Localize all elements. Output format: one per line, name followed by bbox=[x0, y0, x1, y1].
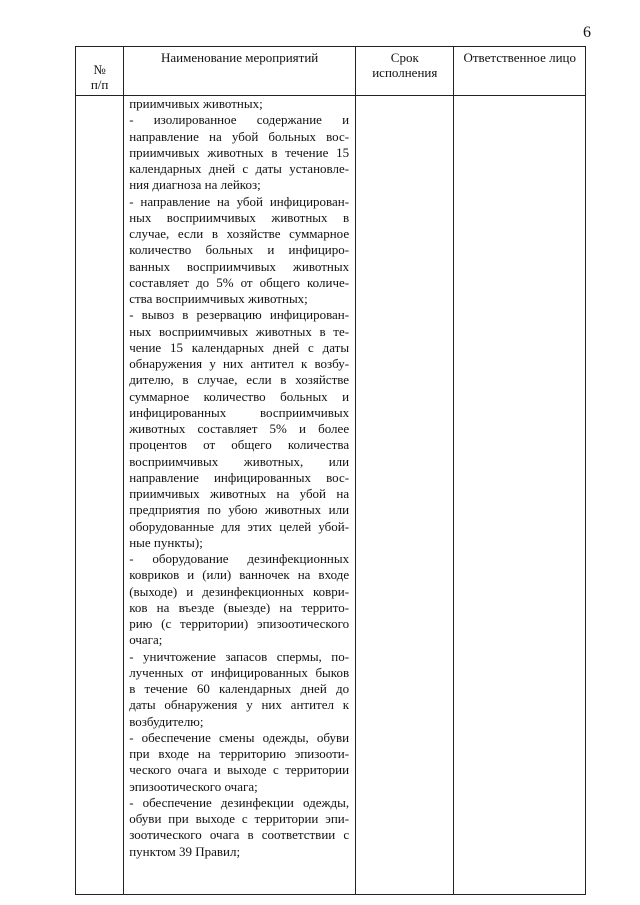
text-line: восприимчивых животных, или bbox=[129, 453, 350, 469]
text-line: составляет до 5% от общего количе- bbox=[129, 274, 350, 290]
header-term bbox=[356, 47, 454, 96]
text-line: приимчивых животных на убой на bbox=[129, 486, 350, 501]
measures-table bbox=[75, 46, 586, 895]
text-line: процентов от общего количества bbox=[129, 437, 350, 453]
text-line: ковриков и (или) ванночек на входе bbox=[129, 567, 350, 583]
text-line: - изолированное содержание и bbox=[129, 112, 350, 128]
table-header-row bbox=[76, 47, 586, 96]
term-cell bbox=[356, 96, 454, 895]
header-number bbox=[76, 47, 124, 96]
text-line: дителю, в случае, если в хозяйстве bbox=[129, 372, 350, 388]
measure-text-cell bbox=[124, 96, 356, 895]
text-line: ных восприимчивых животных в bbox=[129, 209, 350, 225]
header-term-line1: Срок bbox=[390, 50, 419, 65]
header-responsible: Ответственное лицо bbox=[454, 47, 586, 96]
text-line: в течение 60 календарных дней до bbox=[129, 681, 350, 696]
table-row bbox=[76, 96, 586, 895]
text-line: направление на убой больных вос- bbox=[129, 128, 350, 144]
text-line: чение 15 календарных дней с даты bbox=[129, 339, 350, 355]
text-line: очага; bbox=[129, 632, 163, 648]
header-term-line2: исполнения bbox=[372, 65, 438, 80]
text-line: - направление на убой инфицирован- bbox=[129, 193, 350, 209]
text-line: ния диагноза на лейкоз; bbox=[129, 177, 261, 193]
text-line: - оборудование дезинфекционных bbox=[129, 551, 350, 566]
text-line: - уничтожение запасов спермы, по- bbox=[129, 648, 350, 664]
text-line: - обеспечение дезинфекции одежды, bbox=[129, 794, 350, 810]
page-number: 6 bbox=[583, 24, 591, 41]
responsible-cell bbox=[454, 96, 586, 895]
text-line: оборудованные для этих целей убой- bbox=[129, 518, 350, 534]
text-line: зоотического очага в соответствии с bbox=[129, 827, 350, 843]
text-line: ванных восприимчивых животных bbox=[129, 258, 350, 274]
text-line: приимчивых животных в течение 15 bbox=[129, 144, 350, 160]
text-line: ства восприимчивых животных; bbox=[129, 291, 308, 306]
text-line: обнаружения у них антител к возбу- bbox=[129, 356, 350, 371]
header-number-line2: п/п bbox=[90, 77, 109, 92]
text-line: пунктом 39 Правил; bbox=[129, 843, 241, 859]
text-line: животных составляет 5% и более bbox=[129, 421, 350, 436]
text-line: - обеспечение смены одежды, обуви bbox=[129, 729, 350, 745]
text-line: случае, если в хозяйстве суммарное bbox=[129, 226, 350, 241]
row-number-cell bbox=[76, 96, 124, 895]
text-line: календарных дней с даты установле- bbox=[129, 161, 350, 176]
text-line: приимчивых животных; bbox=[129, 96, 263, 111]
text-line: даты обнаружения у них антител к bbox=[129, 697, 350, 713]
header-measure-name: Наименование мероприятий bbox=[124, 47, 356, 96]
text-line: суммарное количество больных и bbox=[129, 388, 350, 404]
text-line: ков на въезде (выезде) на террито- bbox=[129, 599, 350, 615]
text-line: эпизоотического очага; bbox=[129, 778, 258, 794]
text-line: ных восприимчивых животных в те- bbox=[129, 323, 350, 339]
text-line: лученных от инфицированных быков bbox=[129, 664, 350, 680]
text-line: при входе на территорию эпизооти- bbox=[129, 746, 350, 761]
text-line: обуви при выходе с территории эпи- bbox=[129, 811, 350, 826]
text-line: предприятия по убою животных или bbox=[129, 502, 350, 518]
text-line: (выходе) и дезинфекционных коври- bbox=[129, 583, 350, 599]
text-line: возбудителю; bbox=[129, 713, 204, 729]
text-line: - вывоз в резервацию инфицирован- bbox=[129, 307, 350, 323]
text-line: ческого очага и выходе с территории bbox=[129, 762, 350, 778]
text-line: инфицированных восприимчивых bbox=[129, 404, 350, 420]
text-line: направление инфицированных вос- bbox=[129, 469, 350, 485]
text-line: рию (с территории) эпизоотического bbox=[129, 616, 350, 631]
measure-text-lines bbox=[129, 96, 349, 860]
text-line: ные пункты); bbox=[129, 534, 203, 550]
header-number-line1: № bbox=[93, 62, 106, 77]
text-line: количество больных и инфициро- bbox=[129, 242, 350, 258]
